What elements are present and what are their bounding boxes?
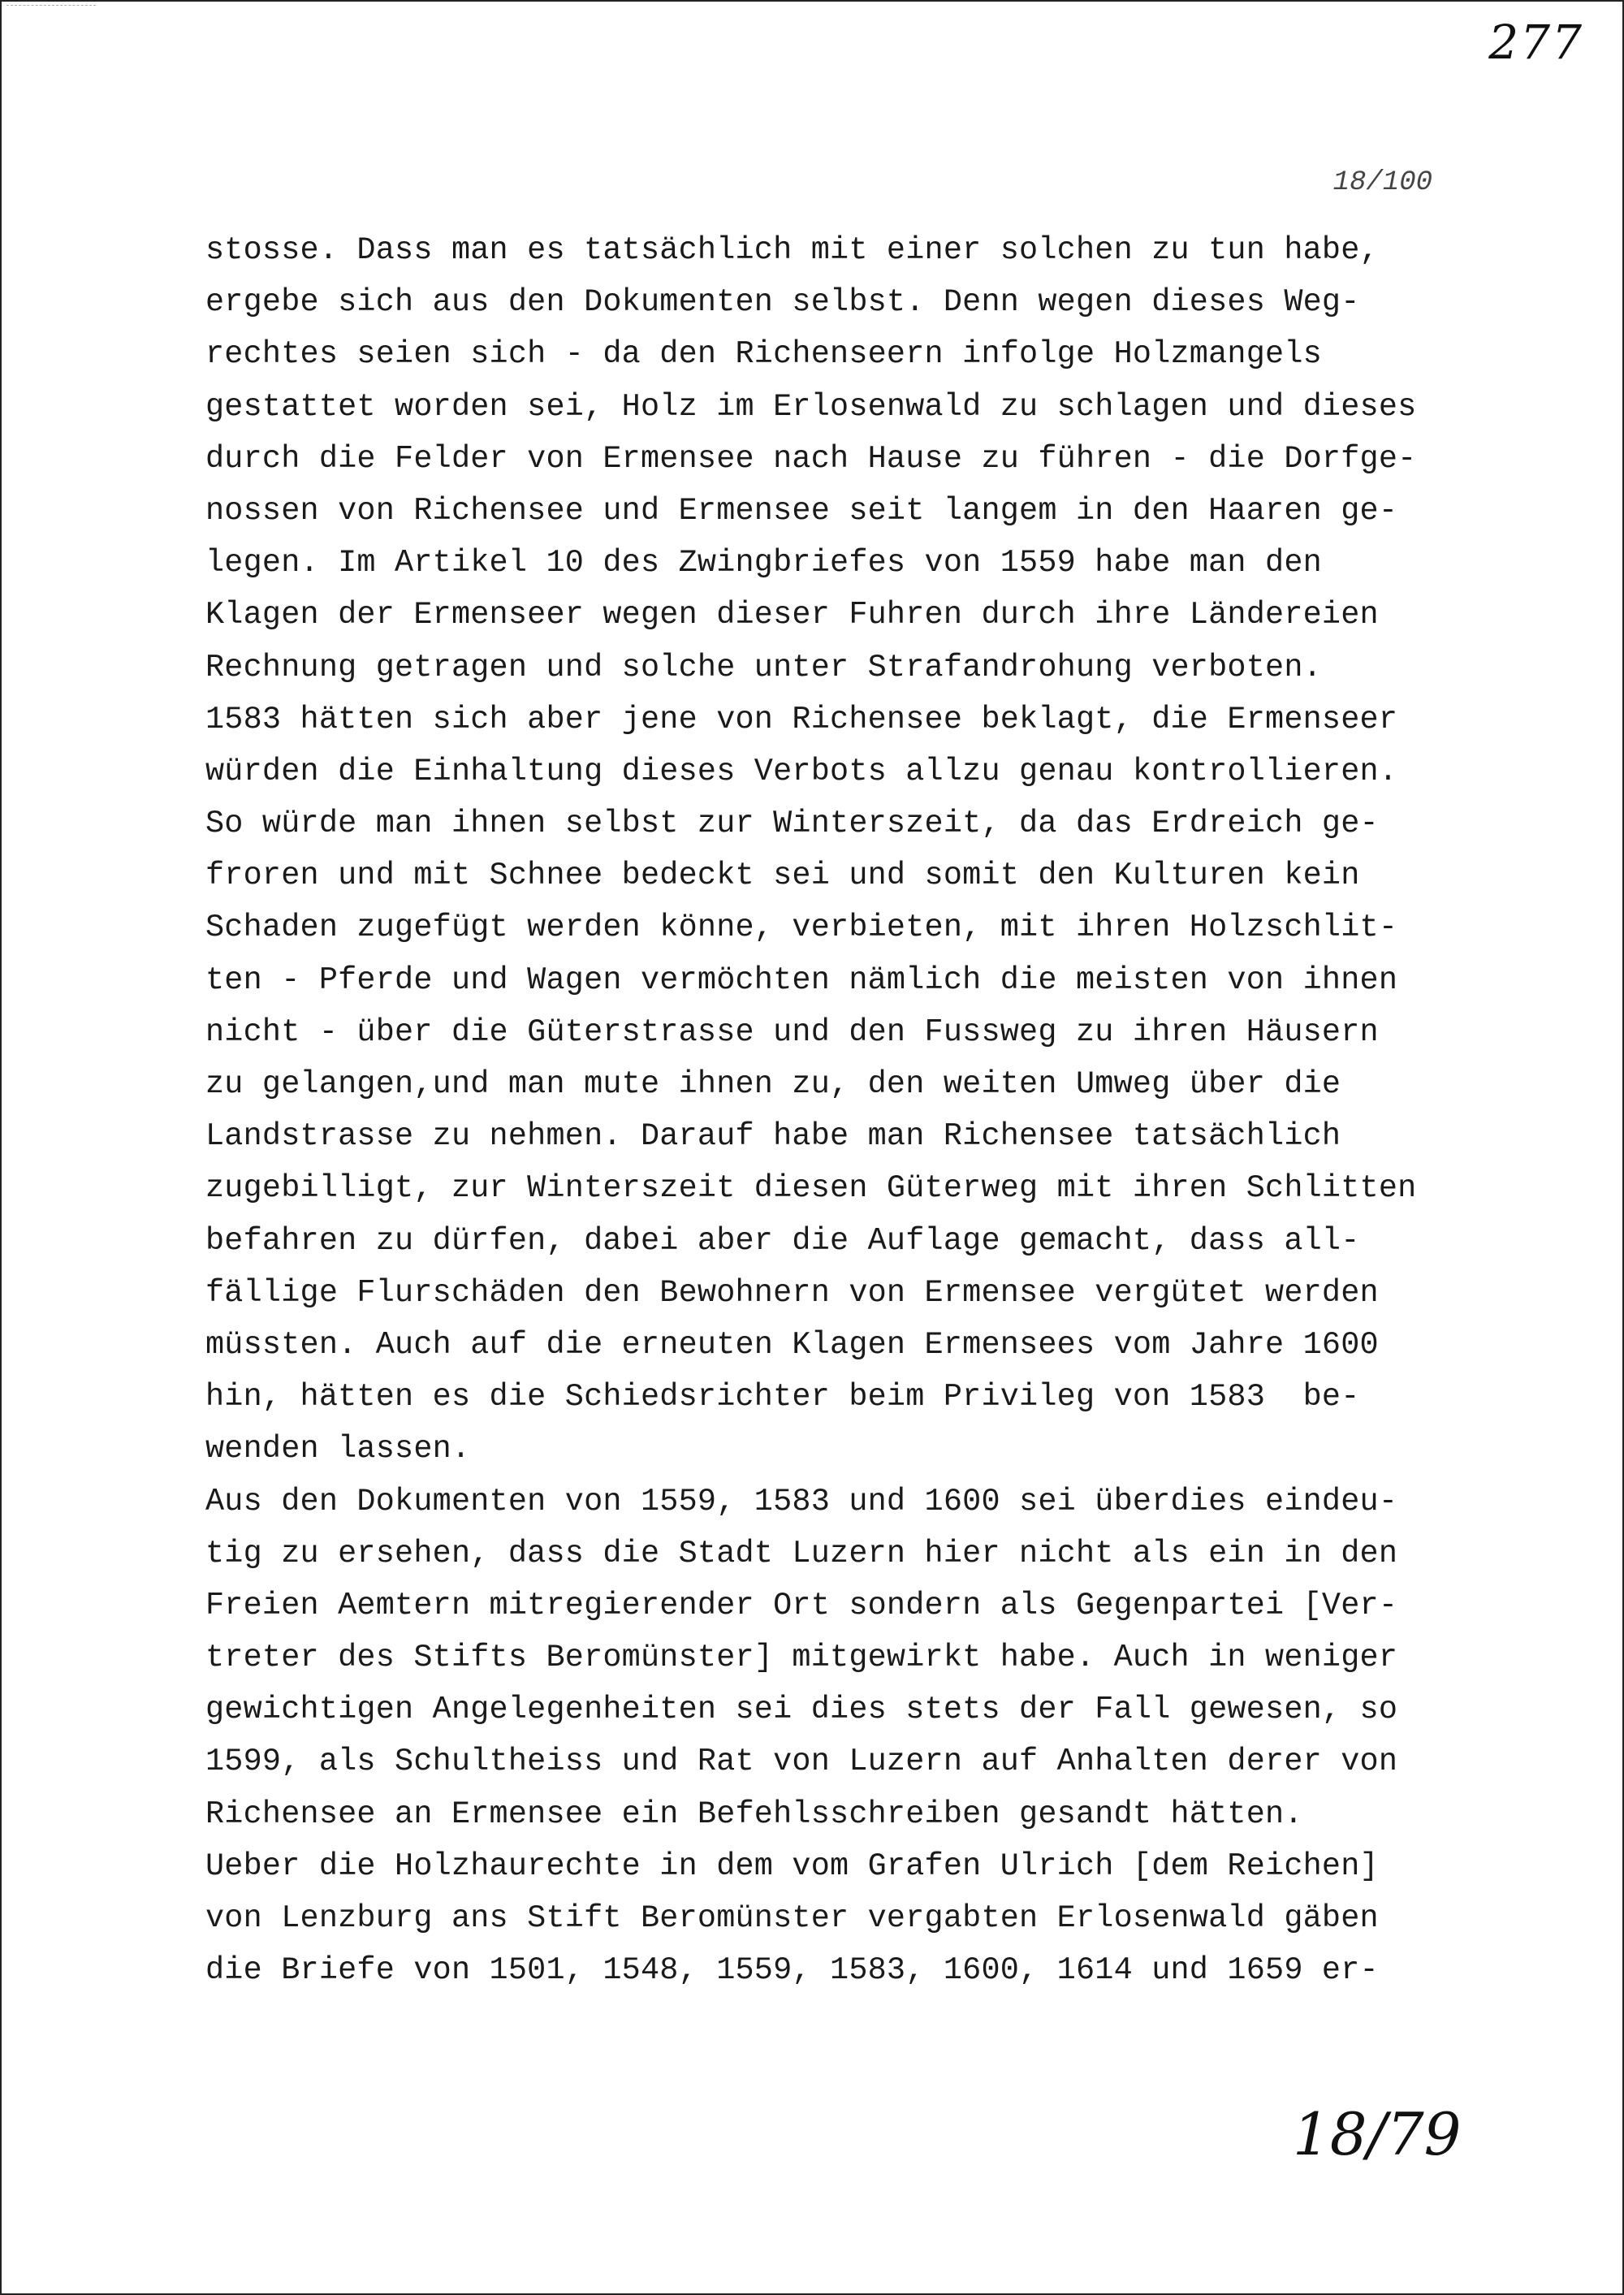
text-line: die Briefe von 1501, 1548, 1559, 1583, 1600, 1614 und 1659 er- <box>205 1952 1379 1989</box>
text-line: treter des Stifts Beromünster] mitgewirkt habe. Auch in weniger <box>205 1640 1398 1676</box>
text-line: Aus den Dokumenten von 1559, 1583 und 1600 sei überdies eindeu- <box>205 1483 1398 1519</box>
text-line: legen. Im Artikel 10 des Zwingbriefes von 1559 habe man den <box>205 545 1322 581</box>
text-line: rechtes seien sich - da den Richenseern infolge Holzmangels <box>205 336 1322 373</box>
text-line: hin, hätten es die Schiedsrichter beim Privileg von 1583 be- <box>205 1379 1360 1415</box>
text-line: ergebe sich aus den Dokumenten selbst. Denn wegen dieses Weg- <box>205 284 1360 321</box>
text-line: müssten. Auch auf die erneuten Klagen Ermensees vom Jahre 1600 <box>205 1326 1379 1363</box>
text-line: zugebilligt, zur Winterszeit diesen Güterweg mit ihren Schlitten <box>205 1170 1417 1207</box>
body-text <box>205 224 1472 1996</box>
text-line: befahren zu dürfen, dabei aber die Auflage gemacht, dass all- <box>205 1222 1360 1259</box>
text-line: 1583 hätten sich aber jene von Richensee beklagt, die Ermenseer <box>205 701 1398 737</box>
text-line: tig zu ersehen, dass die Stadt Luzern hier nicht als ein in den <box>205 1535 1398 1571</box>
text-line: zu gelangen,und man mute ihnen zu, den weiten Umweg über die <box>205 1066 1341 1102</box>
text-line: Ueber die Holzhaurechte in dem vom Grafen Ulrich [dem Reichen] <box>205 1848 1379 1884</box>
text-line: fällige Flurschäden den Bewohnern von Ermensee vergütet werden <box>205 1274 1379 1311</box>
text-line: Schaden zugefügt werden könne, verbieten, mit ihren Holzschlit- <box>205 910 1398 946</box>
text-line: gewichtigen Angelegenheiten sei dies stets der Fall gewesen, so <box>205 1692 1398 1728</box>
text-line: Richensee an Ermensee ein Befehlsschreiben gesandt hätten. <box>205 1796 1303 1832</box>
page-counter: 18/100 <box>1332 167 1432 198</box>
text-line: von Lenzburg ans Stift Beromünster vergabten Erlosenwald gäben <box>205 1900 1379 1936</box>
text-line: stosse. Dass man es tatsächlich mit einer solchen zu tun habe, <box>205 232 1379 268</box>
text-line: Klagen der Ermenseer wegen dieser Fuhren durch ihre Ländereien <box>205 597 1379 633</box>
text-line: nossen von Richensee und Ermensee seit langem in den Haaren ge- <box>205 492 1398 529</box>
handwritten-page-note: 18/79 <box>1293 2100 1462 2168</box>
scan-artifact <box>6 5 96 11</box>
text-line: würden die Einhaltung dieses Verbots allzu genau kontrollieren. <box>205 753 1398 789</box>
text-line: durch die Felder von Ermensee nach Hause zu führen - die Dorfge- <box>205 440 1417 477</box>
text-line: Landstrasse zu nehmen. Darauf habe man Richensee tatsächlich <box>205 1118 1341 1155</box>
text-line: 1599, als Schultheiss und Rat von Luzern auf Anhalten derer von <box>205 1744 1398 1780</box>
text-line: wenden lassen. <box>205 1431 471 1467</box>
text-line: Freien Aemtern mitregierender Ort sondern als Gegenpartei [Ver- <box>205 1587 1398 1623</box>
handwritten-folio-number: 277 <box>1488 15 1583 70</box>
text-line: ten - Pferde und Wagen vermöchten nämlich die meisten von ihnen <box>205 962 1398 998</box>
text-line: So würde man ihnen selbst zur Winterszeit, da das Erdreich ge- <box>205 806 1379 842</box>
text-line: nicht - über die Güterstrasse und den Fussweg zu ihren Häusern <box>205 1014 1379 1050</box>
text-line: Rechnung getragen und solche unter Strafandrohung verboten. <box>205 649 1322 685</box>
text-line: gestattet worden sei, Holz im Erlosenwald zu schlagen und dieses <box>205 388 1417 425</box>
text-line: froren und mit Schnee bedeckt sei und somit den Kulturen kein <box>205 858 1360 894</box>
